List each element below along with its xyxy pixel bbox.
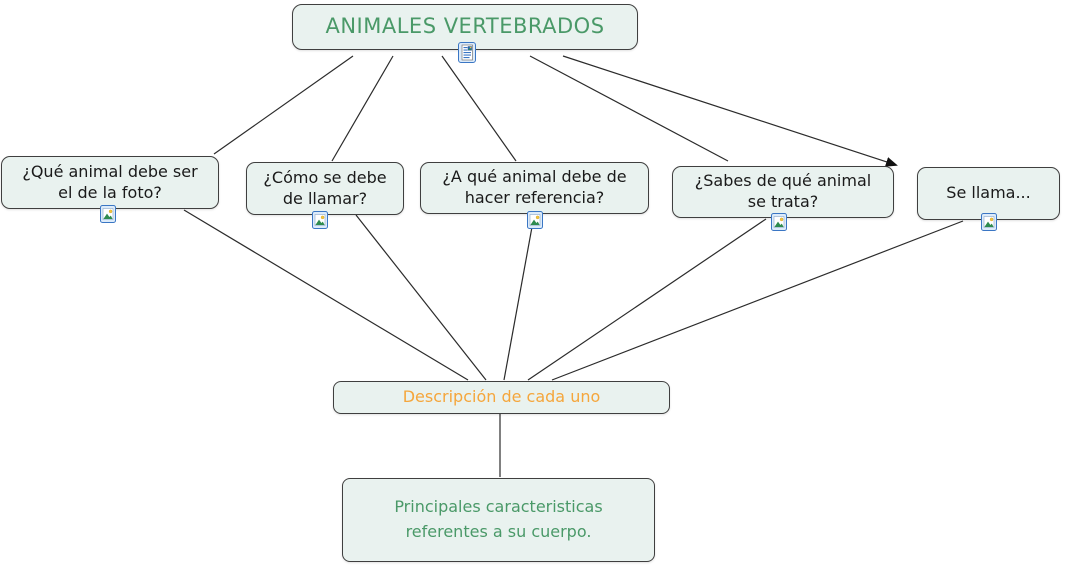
node-label-line: Principales caracteristicas <box>394 497 603 517</box>
node-label-line: referentes a su cuerpo. <box>405 522 592 541</box>
node-label-line: ¿Qué animal debe ser <box>22 161 198 181</box>
node-descripcion[interactable] <box>333 381 670 414</box>
node-question-llamar[interactable] <box>246 162 404 215</box>
node-label-line: el de la foto? <box>58 182 162 202</box>
node-label-line: ¿Cómo se debe <box>263 167 387 187</box>
image-icon[interactable] <box>312 211 328 229</box>
image-icon[interactable] <box>771 213 787 231</box>
node-label-line: Se llama... <box>946 183 1031 203</box>
node-label-line: se trata? <box>747 192 819 211</box>
node-question-trata[interactable] <box>672 166 894 218</box>
image-icon[interactable] <box>981 213 997 231</box>
image-icon[interactable] <box>100 205 116 223</box>
node-label-line: ¿A qué animal debe de <box>442 167 627 187</box>
node-label: ANIMALES VERTEBRADOS <box>325 14 605 39</box>
node-question-referencia[interactable] <box>420 162 649 214</box>
node-label-line: de llamar? <box>282 188 368 208</box>
document-image-icon[interactable] <box>458 42 476 63</box>
node-label: Descripción de cada uno <box>402 387 601 407</box>
node-caracteristicas[interactable] <box>342 478 655 562</box>
node-label-line: ¿Sabes de qué animal <box>694 171 872 191</box>
node-question-foto[interactable] <box>1 156 219 209</box>
node-label-line: hacer referencia? <box>464 188 605 207</box>
image-icon[interactable] <box>527 211 543 229</box>
